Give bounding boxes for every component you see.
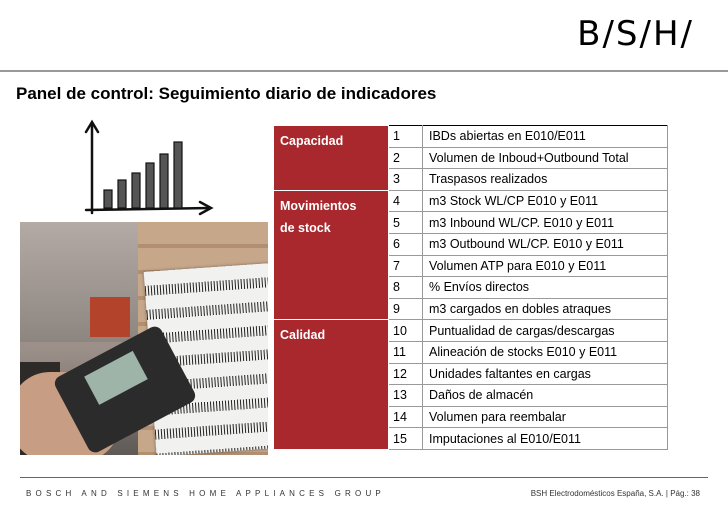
indicator-description: m3 cargados en dobles atraques (423, 298, 668, 320)
category-label: Capacidad (280, 134, 344, 148)
indicator-number: 5 (389, 212, 423, 234)
bar-chart-sketch-icon (82, 118, 217, 218)
table-row (274, 126, 668, 148)
indicator-description: IBDs abiertas en E010/E011 (423, 126, 668, 148)
category-cell (274, 190, 389, 320)
indicator-number: 15 (389, 428, 423, 450)
indicator-description: m3 Inbound WL/CP. E010 y E011 (423, 212, 668, 234)
bsh-logo: B/S/H/ (577, 14, 694, 54)
indicator-description: Imputaciones al E010/E011 (423, 428, 668, 450)
indicator-number: 2 (389, 147, 423, 169)
indicator-description: m3 Outbound WL/CP. E010 y E011 (423, 233, 668, 255)
table-row (274, 320, 668, 342)
footer-divider (20, 477, 708, 478)
indicator-number: 9 (389, 298, 423, 320)
indicator-number: 12 (389, 363, 423, 385)
indicator-number: 11 (389, 341, 423, 363)
indicator-description: Volumen ATP para E010 y E011 (423, 255, 668, 277)
footer-company: BOSCH AND SIEMENS HOME APPLIANCES GROUP (26, 489, 385, 498)
indicator-number: 7 (389, 255, 423, 277)
indicator-description: % Envíos directos (423, 277, 668, 299)
indicator-number: 1 (389, 126, 423, 148)
category-label: Calidad (280, 328, 326, 343)
indicator-number: 3 (389, 169, 423, 191)
indicator-description: Unidades faltantes en cargas (423, 363, 668, 385)
indicator-number: 6 (389, 233, 423, 255)
indicator-number: 10 (389, 320, 423, 342)
indicators-table (273, 125, 668, 450)
indicator-number: 13 (389, 385, 423, 407)
indicator-description: Alineación de stocks E010 y E011 (423, 341, 668, 363)
indicator-description: Volumen de Inboud+Outbound Total (423, 147, 668, 169)
indicator-description: Traspasos realizados (423, 169, 668, 191)
page-title: Panel de control: Seguimiento diario de indicadores (16, 84, 437, 103)
indicator-description: Daños de almacén (423, 385, 668, 407)
header-divider (0, 70, 728, 72)
warehouse-scanner-photo (20, 222, 268, 455)
indicator-description: m3 Stock WL/CP E010 y E011 (423, 190, 668, 212)
category-label: Movimientos (280, 198, 357, 213)
indicator-number: 8 (389, 277, 423, 299)
indicator-number: 4 (389, 190, 423, 212)
category-cell (274, 320, 389, 450)
category-label: de stock (280, 220, 331, 235)
indicator-description: Puntualidad de cargas/descargas (423, 320, 668, 342)
footer-page-info: BSH Electrodomésticos España, S.A. | Pág.: 38 (530, 489, 700, 498)
indicator-description: Volumen para reembalar (423, 406, 668, 428)
table-row (274, 190, 668, 212)
indicator-number: 14 (389, 406, 423, 428)
category-cell (274, 126, 389, 191)
